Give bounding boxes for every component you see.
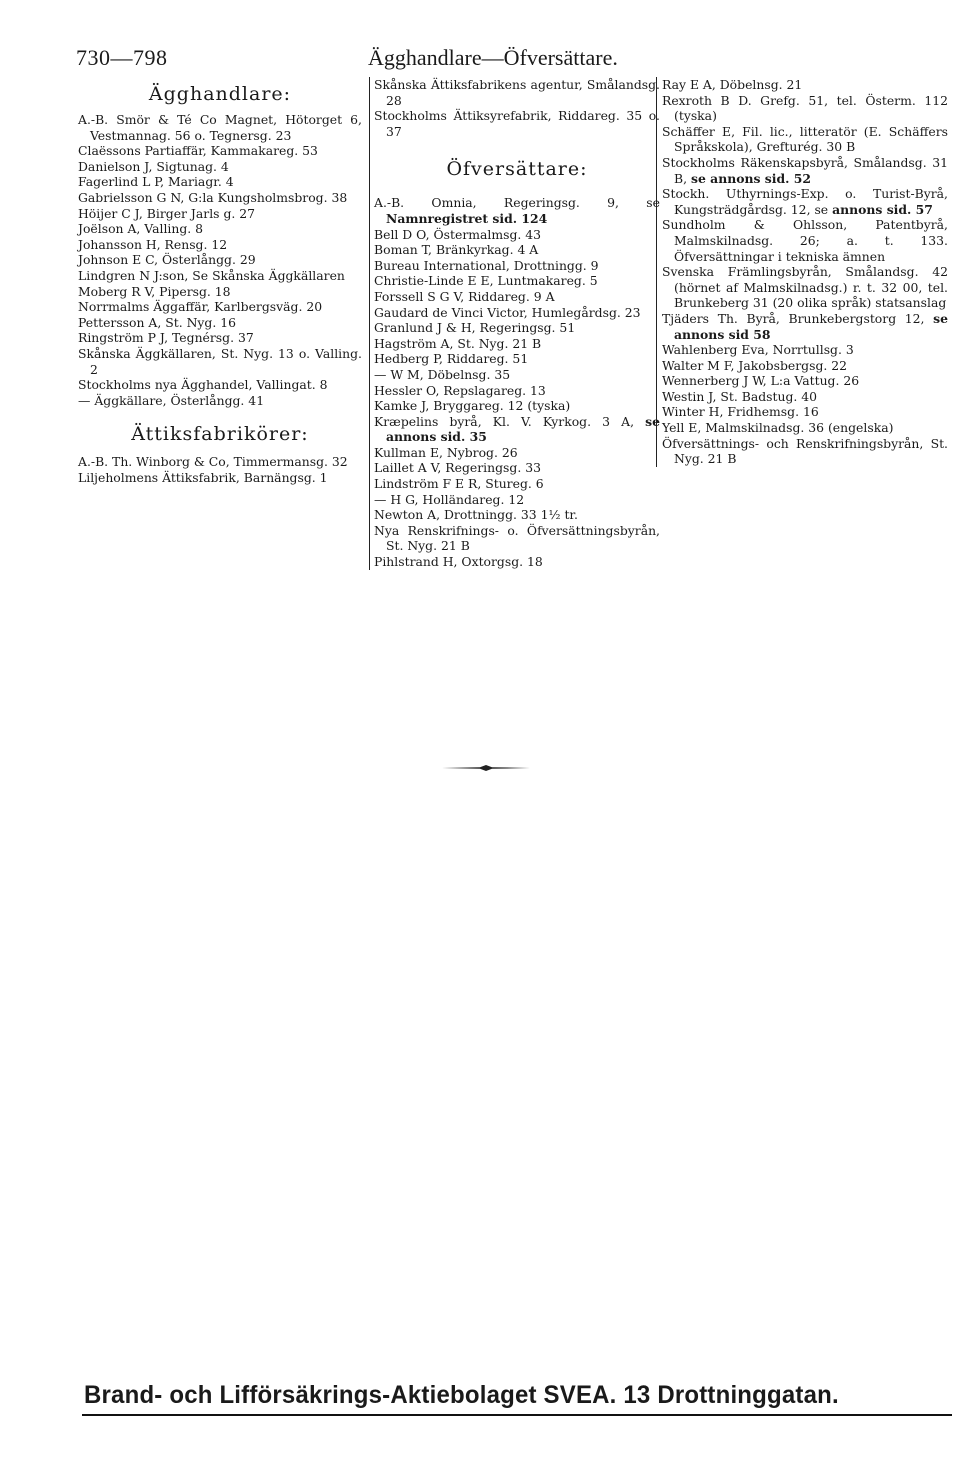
- list-item: Walter M F, Jakobsbergsg. 22: [662, 357, 848, 373]
- ornament-divider-icon: [440, 763, 532, 773]
- running-head: Ägghandlare—Öfversättare.: [368, 45, 618, 70]
- list-item: Ray E A, Döbelnsg. 21: [662, 77, 803, 92]
- list-item: Johansson H, Rensg. 12: [78, 236, 228, 252]
- list-item: Granlund J & H, Regeringsg. 51: [374, 320, 576, 336]
- list-item: — W M, Döbelnsg. 35: [374, 366, 511, 382]
- list-item: Liljeholmens Ättiksfabrik, Barnängsg. 1: [78, 469, 328, 485]
- list-item: Pihlstrand H, Oxtorgsg. 18: [374, 554, 543, 570]
- column-3: [656, 77, 948, 467]
- list-item: Höijer C J, Birger Jarls g. 27: [78, 205, 256, 221]
- advertisement-banner: Brand- och Lifförsäkrings-Aktiebolaget SVEA. 13 Drottninggatan.: [84, 1381, 839, 1409]
- list-item: Winter H, Fridhemsg. 16: [662, 404, 819, 420]
- list-item: Claëssons Partiaffär, Kammakareg. 53: [78, 143, 318, 159]
- list-item: Ringström P J, Tegnérsg. 37: [78, 330, 254, 346]
- list-item: Wahlenberg Eva, Norrtullsg. 3: [662, 342, 854, 358]
- list-item: — H G, Holländareg. 12: [374, 491, 525, 507]
- list-item: Hedberg P, Riddareg. 51: [374, 351, 529, 367]
- ofversattare-list: [374, 195, 660, 569]
- list-item: Johnson E C, Österlångg. 29: [78, 252, 256, 268]
- list-item: Stockholms nya Ägghandel, Vallingat. 8: [78, 377, 328, 393]
- list-item: Kamke J, Bryggareg. 12 (tyska): [374, 398, 571, 414]
- list-item: Skånska Ättiksfabrikens agentur, Smålandsg. 28: [374, 77, 660, 108]
- list-item: Gabrielsson G N, G:la Kungsholmsbrog. 38: [78, 189, 348, 205]
- list-item: — Äggkällare, Österlångg. 41: [78, 392, 265, 408]
- list-item: Norrmalms Äggaffär, Karlbergsväg. 20: [78, 299, 323, 315]
- list-item: Skånska Äggkällaren, St. Nyg. 13 o. Valling. 2: [78, 345, 362, 377]
- list-item: Boman T, Bränkyrkag. 4 A: [374, 242, 539, 258]
- advertisement-rule: [82, 1414, 952, 1416]
- list-item: A.-B. Smör & Té Co Magnet, Hötorget 6, Vestmannag. 56 o. Tegnersg. 23: [78, 112, 362, 143]
- list-item: Bell D O, Östermalmsg. 43: [374, 226, 542, 242]
- agghandlare-list: [78, 112, 362, 408]
- list-item: Rexroth B D. Grefg. 51, tel. Österm. 112 (tyska): [662, 92, 948, 124]
- list-item: Hessler O, Repslagareg. 13: [374, 382, 546, 398]
- list-item: [374, 414, 660, 445]
- list-item: Pettersson A, St. Nyg. 16: [78, 314, 237, 330]
- list-item: Gaudard de Vinci Victor, Humlegårdsg. 23: [374, 304, 641, 320]
- list-item: Forssell S G V, Riddareg. 9 A: [374, 288, 555, 304]
- list-item: Joëlson A, Valling. 8: [78, 221, 204, 237]
- attiksfabrikorer-list: [78, 454, 362, 485]
- list-item: Sundholm & Ohlsson, Patentbyrå, Malmskilnadsg. 26; a. t. 133. Öfversättningar i tekniska ämnen: [662, 217, 948, 264]
- section-title-attiksfabrikorer: Ättiksfabrikörer:: [131, 423, 309, 446]
- list-item: [662, 186, 948, 217]
- list-item: Moberg R V, Pipersg. 18: [78, 283, 231, 299]
- list-item: A.-B. Th. Winborg & Co, Timmermansg. 32: [78, 454, 348, 470]
- reference-note: Namnregistret sid. 124: [386, 210, 548, 226]
- list-item: Newton A, Drottningg. 33 1½ tr.: [374, 507, 578, 523]
- column-2: [369, 77, 660, 570]
- list-item: Fagerlind L P, Mariagr. 4: [78, 174, 234, 190]
- page-range: 730—798: [76, 45, 168, 70]
- list-item: Nya Renskrifnings- o. Öfversättningsbyrån, St. Nyg. 21 B: [374, 522, 660, 554]
- list-item: [662, 155, 948, 186]
- list-item: Öfversättnings- och Renskrifningsbyrån, St. Nyg. 21 B: [662, 435, 948, 467]
- list-item: Lindgren N J:son, Se Skånska Äggkällaren: [78, 267, 345, 283]
- list-item: Bureau International, Drottningg. 9: [374, 257, 599, 273]
- list-item: Kullman E, Nybrog. 26: [374, 444, 518, 460]
- entry-text: A.-B. Omnia, Regeringsg. 9, se: [374, 195, 660, 211]
- list-item: Hagström A, St. Nyg. 21 B: [374, 335, 542, 351]
- entry-text: Stockholms Räkenskapsbyrå, Smålandsg. 31 B,: [662, 154, 948, 186]
- entry-text: Stockh. Uthyrnings-Exp. o. Turist-Byrå, Kungsträdgårdsg. 12, se: [662, 186, 948, 217]
- reference-note: se annons sid. 35: [386, 413, 660, 445]
- list-item: Christie-Linde E E, Luntmakareg. 5: [374, 273, 598, 289]
- list-item: Wennerberg J W, L:a Vattug. 26: [662, 373, 860, 389]
- reference-note: se annons sid 58: [674, 310, 948, 342]
- list-item: [374, 195, 660, 226]
- ofversattare-continued-list: [662, 77, 948, 467]
- reference-note: se annons sid. 52: [691, 170, 811, 186]
- list-item: Westin J, St. Badstug. 40: [662, 388, 818, 404]
- list-item: Laillet A V, Regeringsg. 33: [374, 460, 541, 476]
- entry-text: Kræpelins byrå, Kl. V. Kyrkog. 3 A,: [374, 413, 635, 429]
- section-title-agghandlare: Ägghandlare:: [148, 83, 292, 105]
- list-item: Stockholms Ättiksyrefabrik, Riddareg. 35 o. 37: [374, 108, 660, 139]
- list-item: [662, 311, 948, 342]
- attiks-continued-list: [374, 77, 660, 139]
- section-title-ofversattare: Öfversättare:: [446, 158, 588, 181]
- list-item: Danielson J, Sigtunag. 4: [78, 158, 229, 174]
- list-item: Svenska Främlingsbyrån, Smålandsg. 42 (hörnet af Malmskilnadsg.) r. t. 32 00, tel. Brunkeberg 31 (20 olika språk) statsanslag: [662, 264, 948, 311]
- list-item: Schäffer E, Fil. lic., litteratör (E. Schäffers Språkskola), Grefturég. 30 B: [662, 123, 948, 155]
- list-item: Yell E, Malmskilnadsg. 36 (engelska): [662, 420, 894, 436]
- reference-note: annons sid. 57: [832, 201, 933, 217]
- list-item: Lindström F E R, Stureg. 6: [374, 476, 544, 492]
- column-1: [78, 78, 362, 485]
- entry-text: Tjäders Th. Byrå, Brunkebergstorg 12,: [662, 310, 925, 326]
